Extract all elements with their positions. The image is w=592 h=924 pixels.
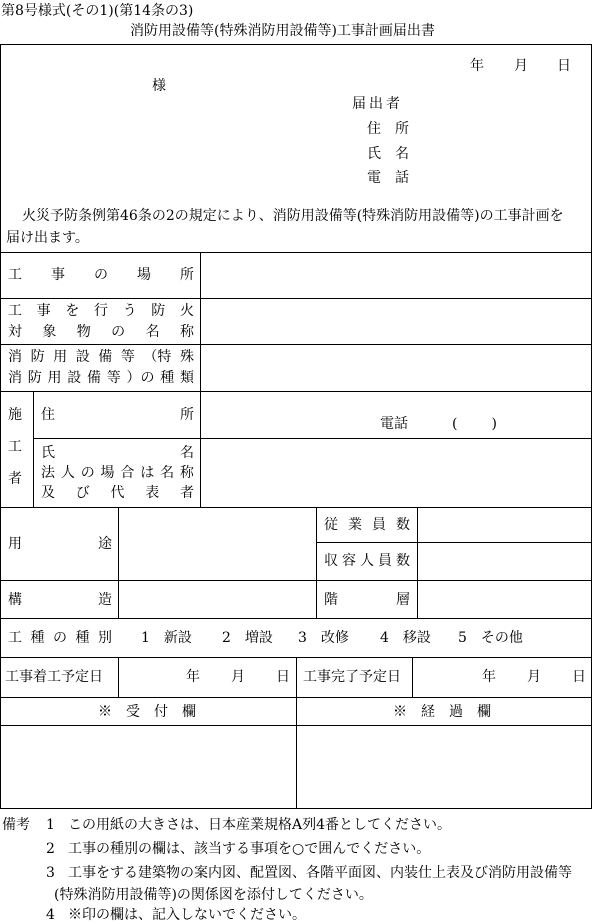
target-building-label-line2: 対 象 物 の 名 称 bbox=[8, 324, 194, 340]
start-date-label: 工事着工予定日 bbox=[5, 669, 103, 685]
work-type-label: 工 種 の 種 別 bbox=[8, 630, 112, 646]
submitter-phone-field[interactable] bbox=[415, 167, 585, 189]
notes-label: 備考 bbox=[2, 817, 30, 833]
contractor-phone-parens: ( ) bbox=[452, 416, 499, 432]
addressee-field[interactable] bbox=[20, 74, 150, 96]
submitter-name-field[interactable] bbox=[415, 143, 585, 165]
frame-top bbox=[0, 44, 592, 45]
contractor-name-field[interactable] bbox=[201, 439, 591, 507]
capacity-label: 収 容 人 員 数 bbox=[324, 553, 410, 569]
floors-label: 階 層 bbox=[324, 592, 410, 608]
target-building-field[interactable] bbox=[201, 299, 591, 344]
frame-left bbox=[0, 44, 1, 809]
usage-field[interactable] bbox=[119, 508, 316, 580]
col-divider bbox=[316, 507, 317, 618]
col-divider bbox=[33, 391, 34, 507]
equipment-type-field[interactable] bbox=[201, 345, 591, 391]
submission-date-field[interactable] bbox=[440, 56, 580, 76]
note-text: (特殊消防用設備等)の関係図を添付してください。 bbox=[54, 887, 373, 903]
note-number: 1 bbox=[46, 817, 55, 833]
row-divider bbox=[0, 618, 592, 619]
contractor-address-field[interactable] bbox=[201, 392, 371, 438]
date-month-label: 月 bbox=[514, 58, 528, 74]
end-date-label: 工事完了予定日 bbox=[303, 669, 401, 685]
submitter-phone-label: 電 話 bbox=[367, 170, 409, 186]
contractor-name-label-line3: 及 び 代 表 者 bbox=[41, 485, 194, 501]
work-type-option-relocation[interactable]: 4 移設 bbox=[380, 630, 431, 646]
note-text: 工事をする建築物の案内図、配置図、各階平面図、内装仕上表及び消防用設備等 bbox=[68, 865, 572, 881]
usage-label: 用 途 bbox=[8, 536, 112, 552]
submitter-address-field[interactable] bbox=[415, 118, 585, 140]
contractor-address-label: 住 所 bbox=[41, 407, 194, 423]
addressee-suffix: 様 bbox=[152, 78, 166, 94]
note-number: 3 bbox=[46, 865, 55, 881]
contractor-vertical-char: 工 bbox=[8, 439, 22, 455]
note-text: 工事の種別の欄は、該当する事項を○で囲んでください。 bbox=[68, 841, 431, 857]
work-type-option-new[interactable]: 1 新設 bbox=[141, 630, 192, 646]
form-title: 消防用設備等(特殊消防用設備等)工事計画届出書 bbox=[130, 23, 435, 39]
progress-area bbox=[297, 726, 591, 808]
work-type-option-renovation[interactable]: 3 改修 bbox=[298, 630, 349, 646]
reception-area bbox=[1, 726, 296, 808]
contractor-phone-label: 電話 bbox=[380, 416, 408, 432]
work-type-option-expansion[interactable]: 2 増設 bbox=[222, 630, 273, 646]
date-year-label: 年 bbox=[470, 58, 484, 74]
employees-field[interactable] bbox=[418, 508, 591, 542]
form-number: 第8号様式(その1)(第14条の3) bbox=[1, 3, 194, 19]
notice-body-line1: 火災予防条例第46条の2の規定により、消防用設備等(特殊消防用設備等)の工事計画を bbox=[22, 208, 564, 224]
contractor-name-label-line1: 氏 名 bbox=[41, 445, 194, 461]
note-number: 2 bbox=[46, 841, 55, 857]
contractor-vertical-char: 者 bbox=[8, 471, 22, 487]
capacity-field[interactable] bbox=[418, 543, 591, 580]
submitter-label: 届出者 bbox=[352, 96, 403, 112]
note-text: ※印の欄は、記入しないでください。 bbox=[68, 907, 306, 923]
work-type-option-other[interactable]: 5 その他 bbox=[458, 630, 523, 646]
end-date-year-label: 年 bbox=[482, 669, 496, 685]
target-building-label-line1: 工 事 を 行 う 防 火 bbox=[8, 303, 194, 319]
equipment-type-label-line2: 消 防 用 設 備 等 ）の 種 類 bbox=[8, 370, 194, 386]
note-number: 4 bbox=[46, 907, 55, 923]
reception-label: ※ 受 付 欄 bbox=[98, 704, 196, 720]
start-date-field[interactable] bbox=[119, 658, 296, 697]
end-date-month-label: 月 bbox=[527, 669, 541, 685]
end-date-day-label: 日 bbox=[572, 669, 586, 685]
date-day-label: 日 bbox=[557, 58, 571, 74]
equipment-type-label-line1: 消 防 用 設 備 等 （特 殊 bbox=[8, 349, 194, 365]
work-location-label: 工 事 の 場 所 bbox=[8, 267, 194, 283]
progress-label: ※ 経 過 欄 bbox=[393, 704, 491, 720]
contractor-vertical-char: 施 bbox=[8, 407, 22, 423]
work-location-field[interactable] bbox=[201, 253, 591, 298]
structure-label: 構 造 bbox=[8, 592, 112, 608]
contractor-phone-field[interactable] bbox=[420, 410, 585, 434]
note-text: この用紙の大きさは、日本産業規格A列4番としてください。 bbox=[68, 817, 452, 833]
start-date-month-label: 月 bbox=[231, 669, 245, 685]
structure-field[interactable] bbox=[119, 581, 316, 618]
contractor-name-label-line2: 法 人 の 場 合 は 名 称 bbox=[41, 465, 194, 481]
employees-label: 従 業 員 数 bbox=[324, 517, 410, 533]
end-date-field[interactable] bbox=[413, 658, 591, 697]
submitter-name-label: 氏 名 bbox=[367, 146, 409, 162]
start-date-year-label: 年 bbox=[186, 669, 200, 685]
notice-body-line2: 届け出ます。 bbox=[6, 230, 89, 246]
submitter-address-label: 住 所 bbox=[367, 121, 409, 137]
start-date-day-label: 日 bbox=[276, 669, 290, 685]
floors-field[interactable] bbox=[418, 581, 591, 618]
